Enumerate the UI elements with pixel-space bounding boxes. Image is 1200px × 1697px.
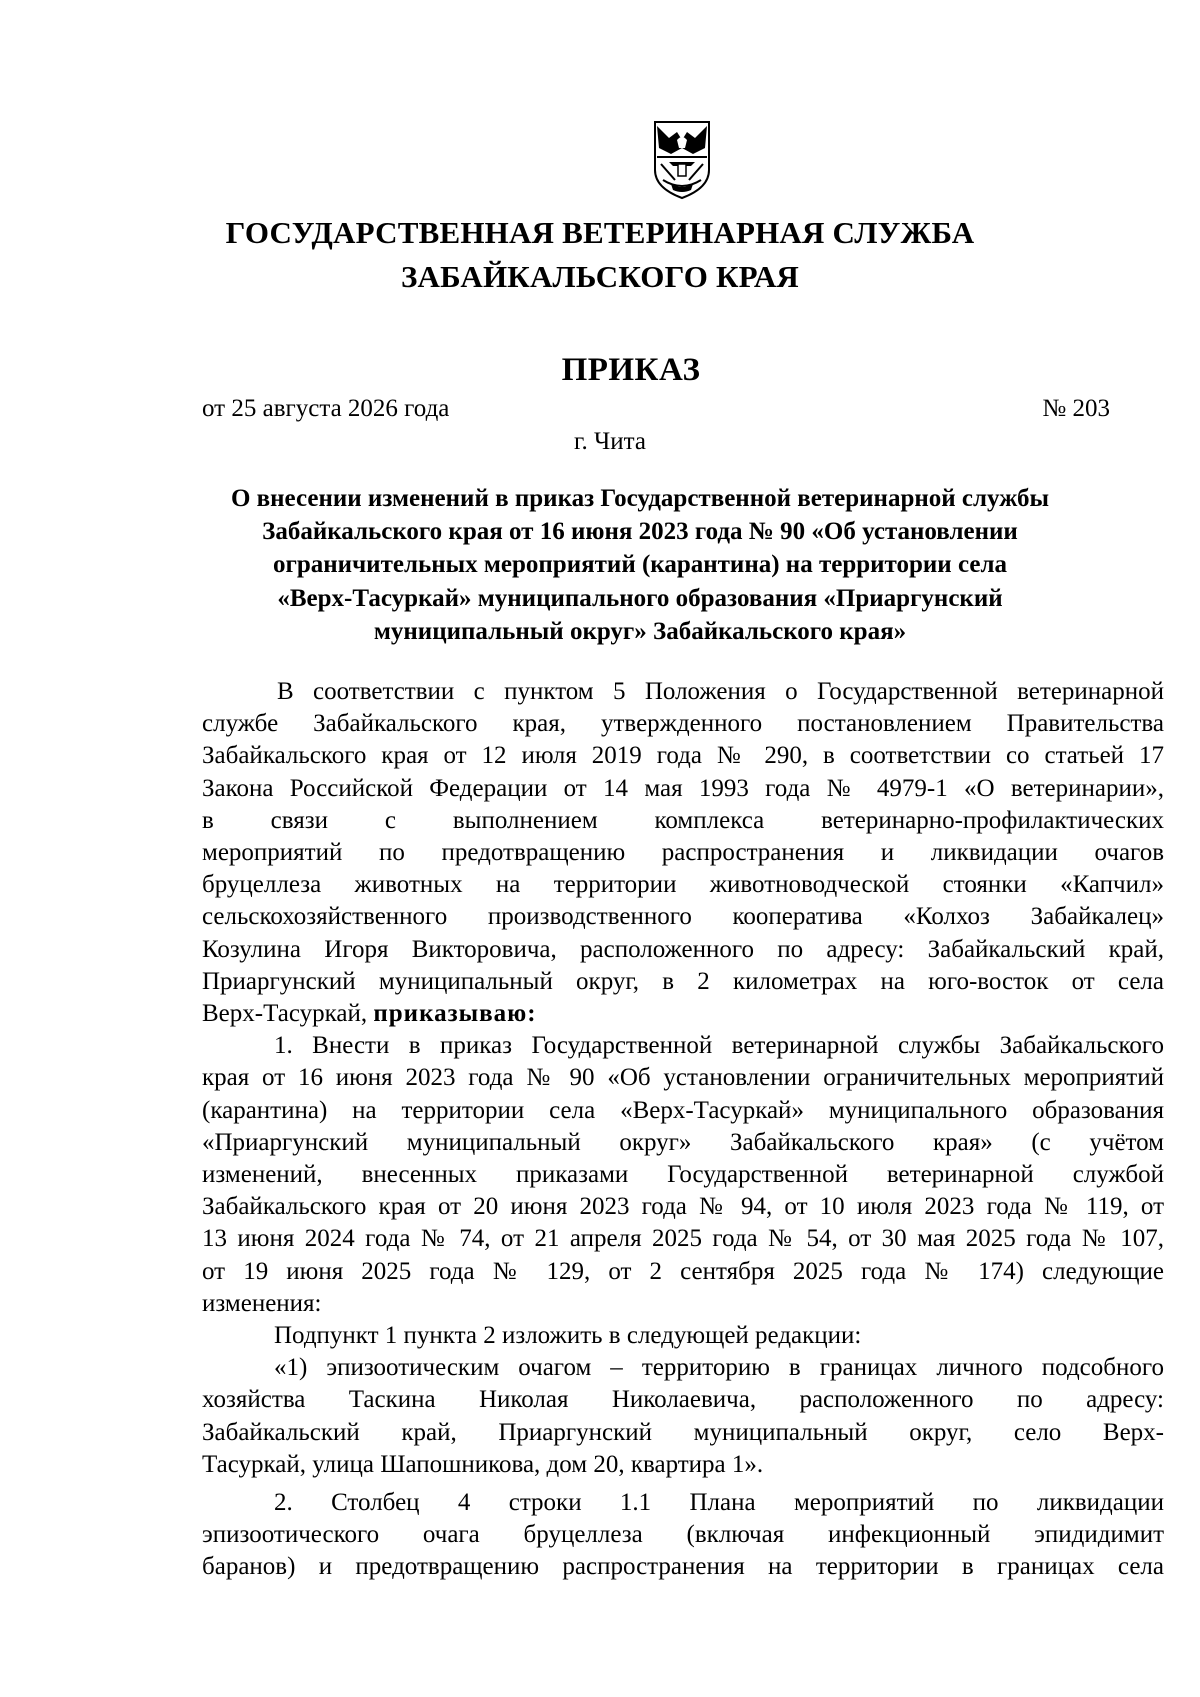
document-body [202, 676, 1164, 1584]
body-line: Подпункт 1 пункта 2 изложить в следующей редакции: [274, 1322, 862, 1350]
subject-line: Забайкальского края от 16 июня 2023 года № 90 «Об установлении [262, 518, 1018, 546]
body-line: Забайкальский край, Приаргунский муниципальный округ, село Верх- [202, 1418, 1164, 1446]
body-text: Верх-Тасуркай, [202, 1000, 374, 1028]
preamble-paragraph [202, 676, 1164, 1030]
document-type-title: ПРИКАЗ [561, 352, 701, 388]
subject-line: О внесении изменений в приказ Государственной ветеринарной службы [230, 485, 1050, 512]
order-keyword: приказываю: [373, 1000, 537, 1028]
document-number: № 203 [1042, 395, 1110, 422]
body-line: «1) эпизоотическим очагом – территорию в границах личного подсобного [274, 1354, 1164, 1382]
body-line: Козулина Игоря Викторовича, расположенного по адресу: Забайкальский край, [202, 935, 1164, 963]
body-line: от 19 июня 2025 года № 129, от 2 сентября 2025 года № 174) следующие [202, 1257, 1164, 1285]
item-2-paragraph [202, 1487, 1164, 1584]
document-date: от 25 августа 2026 года [202, 395, 450, 422]
body-line: Забайкальского края от 12 июля 2019 года № 290, в соответствии со статьей 17 [202, 742, 1164, 770]
organization-name-line-2: ЗАБАЙКАЛЬСКОГО КРАЯ [400, 259, 800, 294]
body-line: мероприятий по предотвращению распространения и ликвидации очагов [202, 839, 1164, 867]
quoted-amendment-paragraph [202, 1352, 1164, 1481]
coat-of-arms-icon [647, 118, 717, 202]
body-line: бруцеллеза животных на территории животноводческой стоянки «Капчил» [202, 871, 1164, 899]
body-line: в связи с выполнением комплекса ветеринарно-профилактических [202, 806, 1164, 834]
item-1-paragraph [202, 1030, 1164, 1320]
body-line: Приаргунский муниципальный округ, в 2 километрах на юго-восток от села [202, 967, 1164, 995]
body-line: изменений, внесенных приказами Государственной ветеринарной службой [202, 1161, 1164, 1189]
organization-name-line-1: ГОСУДАРСТВЕННАЯ ВЕТЕРИНАРНАЯ СЛУЖБА [225, 215, 975, 250]
body-line: хозяйства Таскина Николая Николаевича, расположенного по адресу: [202, 1386, 1164, 1414]
subject-line: «Верх-Тасуркай» муниципального образования «Приаргунский [277, 584, 1003, 612]
body-line: Закона Российской Федерации от 14 мая 1993 года № 4979-1 «О ветеринарии», [202, 774, 1164, 802]
body-line [202, 998, 1164, 1030]
body-line: 1. Внести в приказ Государственной ветеринарной службы Забайкальского [274, 1032, 1164, 1060]
body-line: 2. Столбец 4 строки 1.1 Плана мероприятий по ликвидации [274, 1489, 1164, 1517]
body-line: (карантина) на территории села «Верх-Тасуркай» муниципального образования [202, 1096, 1164, 1124]
body-line: службе Забайкальского края, утвержденного постановлением Правительства [202, 710, 1164, 738]
body-line: эпизоотического очага бруцеллеза (включая инфекционный эпидидимит [202, 1521, 1164, 1549]
body-line: баранов) и предотвращению распространения на территории в границах села [202, 1553, 1164, 1581]
body-line: изменения: [202, 1289, 322, 1317]
body-line: 13 июня 2024 года № 74, от 21 апреля 2025 года № 54, от 30 мая 2025 года № 107, [202, 1225, 1164, 1253]
body-line: В соответствии с пунктом 5 Положения о Государственной ветеринарной [277, 678, 1164, 705]
subitem-instruction-paragraph [202, 1320, 1164, 1352]
subject-line: муниципальный округ» Забайкальского края» [373, 617, 907, 645]
body-line: Тасуркай, улица Шапошникова, дом 20, квартира 1». [202, 1450, 764, 1478]
subject-line: ограничительных мероприятий (карантина) на территории села [273, 551, 1007, 579]
body-line: Забайкальского края от 20 июня 2023 года № 94, от 10 июля 2023 года № 119, от [202, 1193, 1164, 1221]
body-line: сельскохозяйственного производственного кооператива «Колхоз Забайкалец» [202, 903, 1164, 931]
document-subject [180, 482, 1100, 648]
body-line: «Приаргунский муниципальный округ» Забайкальского края» (с учётом [202, 1128, 1164, 1156]
document-city: г. Чита [574, 428, 646, 455]
body-line: края от 16 июня 2023 года № 90 «Об установлении ограничительных мероприятий [202, 1064, 1164, 1092]
